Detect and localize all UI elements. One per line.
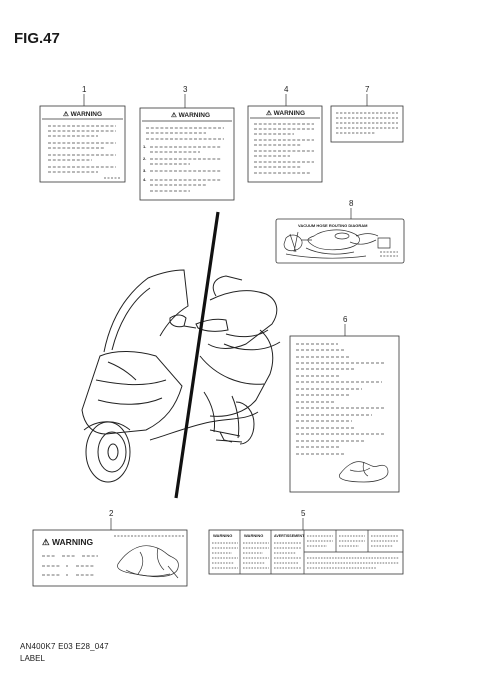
svg-text:4.: 4. xyxy=(143,177,147,182)
label-5-multilingual-warning[interactable] xyxy=(209,509,403,574)
label-4-title: ⚠ WARNING xyxy=(266,110,306,117)
label-8-vacuum-hose-diagram[interactable] xyxy=(276,199,404,263)
callout-7: 7 xyxy=(365,85,370,94)
callout-5: 5 xyxy=(301,509,306,518)
label-1-title: ⚠ WARNING xyxy=(63,111,103,118)
label-3-warning[interactable] xyxy=(140,85,234,200)
footer-figure-label: LABEL xyxy=(20,654,45,663)
label-1-warning[interactable] xyxy=(40,85,125,182)
callout-6: 6 xyxy=(343,315,348,324)
callout-4: 4 xyxy=(284,85,289,94)
footer-figure-code: AN400K7 E03 E28_047 xyxy=(20,642,109,651)
label-7[interactable] xyxy=(331,85,403,142)
vacuum-diagram-title: VACUUM HOSE ROUTING DIAGRAM xyxy=(298,223,368,228)
svg-text:WARNING: WARNING xyxy=(213,533,233,538)
svg-text:1.: 1. xyxy=(143,144,147,149)
scooter-illustration xyxy=(82,270,280,482)
section-cut-line xyxy=(176,212,218,498)
figure-title: FIG.47 xyxy=(14,30,60,47)
callout-1: 1 xyxy=(82,85,87,94)
label-2-title: ⚠ WARNING xyxy=(42,537,94,547)
label-3-title: ⚠ WARNING xyxy=(171,112,211,119)
label-4-warning[interactable] xyxy=(248,85,322,182)
callout-2: 2 xyxy=(109,509,114,518)
label-2-warning[interactable] xyxy=(33,509,187,586)
svg-text:3.: 3. xyxy=(143,168,147,173)
callout-3: 3 xyxy=(183,85,188,94)
svg-text:AVERTISSEMENT: AVERTISSEMENT xyxy=(274,534,305,538)
label-6[interactable] xyxy=(290,315,399,492)
svg-text:2.: 2. xyxy=(143,156,147,161)
callout-8: 8 xyxy=(349,199,354,208)
svg-text:WARNING: WARNING xyxy=(244,533,264,538)
